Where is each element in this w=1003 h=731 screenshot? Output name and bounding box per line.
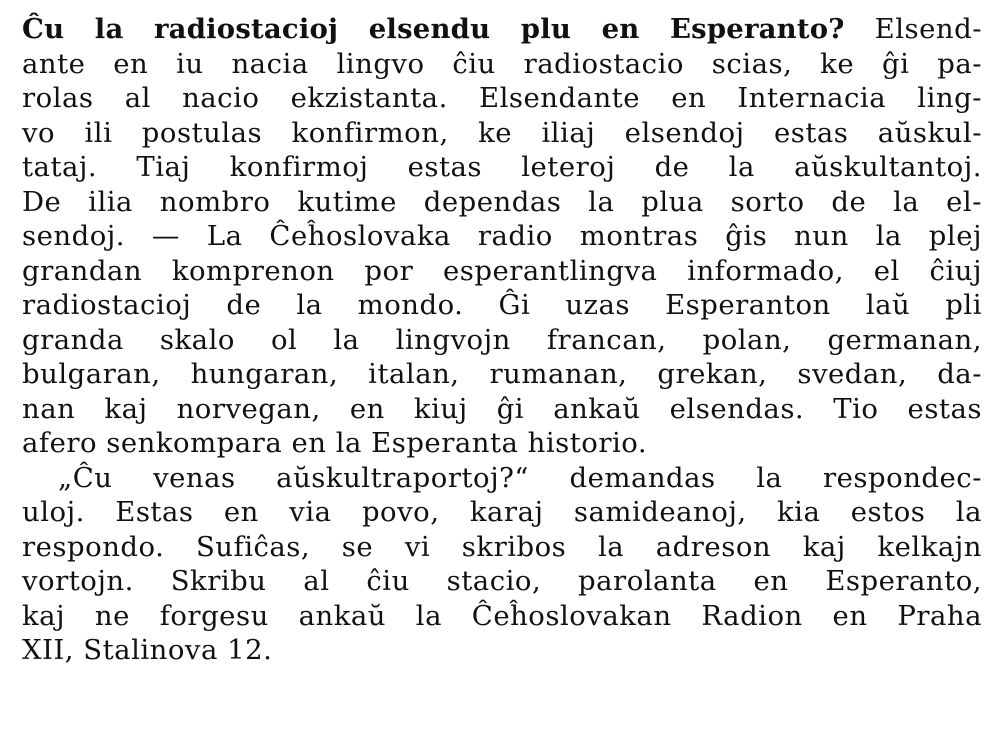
article-line: nan kaj norvegan, en kiuj ĝi ankaŭ elsendas. Tio estas: [22, 392, 982, 425]
article-text: Elsend-: [874, 13, 982, 45]
article-line: radiostacioj de la mondo. Ĝi uzas Esperanton laŭ pli: [22, 289, 982, 321]
article-line: rolas al nacio ekzistanta. Elsendante en Internacia ling-: [22, 82, 982, 114]
article-line: tataj. Tiaj konfirmoj estas leteroj de la aŭskultantoj.: [22, 151, 982, 183]
article-line: [22, 12, 982, 47]
article-line: ante en iu nacia lingvo ĉiu radiostacio scias, ke ĝi pa-: [22, 47, 982, 80]
article-page: [22, 12, 982, 668]
article-line: uloj. Estas en via povo, karaj samideanoj, kia estos la: [22, 496, 982, 528]
article-line: bulgaran, hungaran, italan, rumanan, grekan, svedan, da-: [22, 358, 982, 390]
article-line: respondo. Sufiĉas, se vi skribos la adreson kaj kelkajn: [22, 530, 982, 563]
article-line: De ilia nombro kutime dependas la plua sorto de la el-: [22, 185, 982, 218]
article-line: vo ili postulas konfirmon, ke iliaj elsendoj estas aŭskul-: [22, 116, 982, 149]
article-line: sendoj. — La Ĉeĥoslovaka radio montras ĝis nun la plej: [22, 220, 982, 252]
article-line: grandan komprenon por esperantlingva informado, el ĉiuj: [22, 254, 982, 287]
article-line: XII, Stalinova 12.: [22, 634, 273, 666]
article-line: granda skalo ol la lingvojn francan, polan, germanan,: [22, 323, 982, 356]
article-heading: Ĉu la radiostacioj elsendu plu en Esperanto?: [22, 13, 845, 45]
article-line: kaj ne forgesu ankaŭ la Ĉeĥoslovakan Radion en Praha: [22, 599, 982, 632]
article-line: afero senkompara en la Esperanta historio.: [22, 427, 648, 459]
article-line: „Ĉu venas aŭskultraportoj?“ demandas la respondec-: [58, 461, 982, 494]
article-line: vortojn. Skribu al ĉiu stacio, parolanta en Esperanto,: [22, 565, 982, 597]
